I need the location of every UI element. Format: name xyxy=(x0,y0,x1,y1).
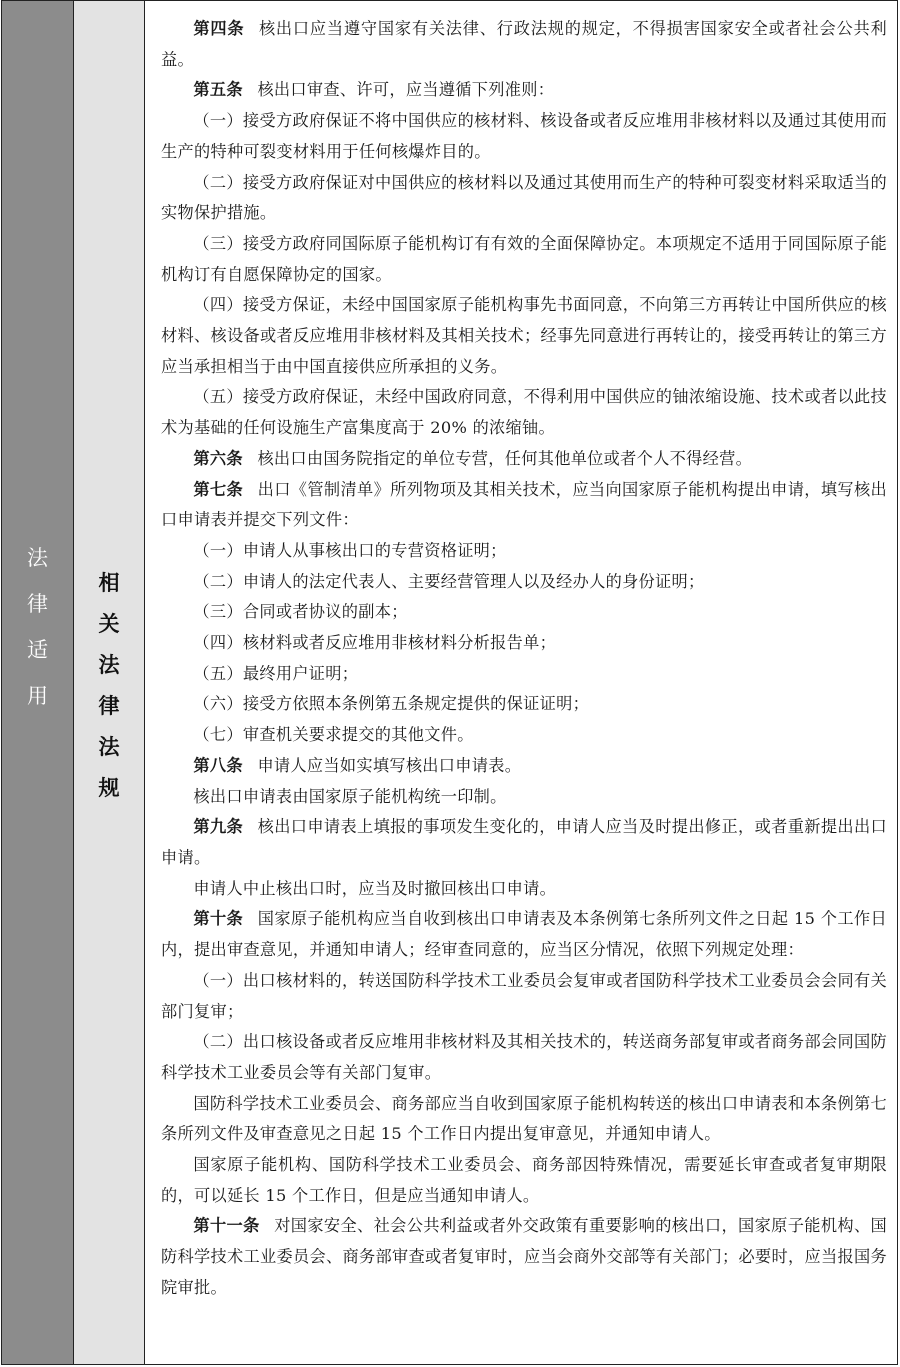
law-text xyxy=(145,1,897,1364)
article-paragraph xyxy=(161,659,887,690)
article-number: 第九条 xyxy=(193,817,244,837)
article-number: 第八条 xyxy=(193,755,243,775)
article-number: 第四条 xyxy=(193,19,245,38)
category-char: 用 xyxy=(27,684,48,708)
article-text: （一）接受方政府保证不将中国供应的核材料、核设备或者反应堆用非核材料以及通过其使用而生产的特种可裂变材料用于任何核爆炸目的。 xyxy=(161,111,887,161)
article-number: 第五条 xyxy=(193,80,243,100)
article-paragraph xyxy=(161,720,887,751)
article-paragraph xyxy=(161,290,887,382)
category-char: 法 xyxy=(27,546,48,570)
article-paragraph xyxy=(161,1027,887,1088)
article-paragraph xyxy=(161,966,887,1027)
subcategory-char: 规 xyxy=(98,776,120,800)
article-text: 国家原子能机构应当自收到核出口申请表及本条例第七条所列文件之日起 15 个工作日内，提出审查意见，并通知申请人；经审查同意的，应当区分情况，依照下列规定处理： xyxy=(161,909,887,960)
article-text: （三）接受方政府同国际原子能机构订有有效的全面保障协定。本项规定不适用于同国际原子能机构订有自愿保障协定的国家。 xyxy=(161,233,887,284)
article-paragraph xyxy=(161,597,887,628)
article-text: （五）接受方政府保证，未经中国政府同意，不得利用中国供应的铀浓缩设施、技术或者以此技术为基础的任何设施生产富集度高于 20% 的浓缩铀。 xyxy=(161,387,887,438)
article-text: 申请人中止核出口时，应当及时撤回核出口申请。 xyxy=(193,878,557,898)
article-text: 核出口应当遵守国家有关法律、行政法规的规定，不得损害国家安全或者社会公共利益。 xyxy=(161,19,887,69)
article-paragraph xyxy=(161,751,887,782)
article-text: 核出口申请表上填报的事项发生变化的，申请人应当及时提出修正，或者重新提出出口申请。 xyxy=(161,817,887,867)
article-paragraph xyxy=(161,689,887,720)
article-paragraph xyxy=(161,1150,887,1211)
article-paragraph xyxy=(161,782,887,813)
category-label xyxy=(2,548,73,732)
article-paragraph xyxy=(161,229,887,290)
article-paragraph xyxy=(161,812,887,873)
article-text: （三）合同或者协议的副本； xyxy=(193,602,408,622)
law-table xyxy=(1,0,898,1365)
article-text: 核出口审查、许可，应当遵循下列准则： xyxy=(257,80,555,100)
article-text: （二）申请人的法定代表人、主要经营管理人以及经办人的身份证明； xyxy=(193,571,705,591)
article-text: 国防科学技术工业委员会、商务部应当自收到国家原子能机构转送的核出口申请表和本条例第七条所列文件及审查意见之日起 15 个工作日内提出复审意见，并通知申请人。 xyxy=(161,1093,887,1144)
article-text: 申请人应当如实填写核出口申请表。 xyxy=(257,755,522,775)
subcategory-char: 律 xyxy=(98,694,120,718)
article-text: （六）接受方依照本条例第五条规定提供的保证证明； xyxy=(193,694,590,714)
subcategory-char: 法 xyxy=(98,653,120,677)
article-paragraph xyxy=(161,904,887,965)
article-text: 出口《管制清单》所列物项及其相关技术，应当向国家原子能机构提出申请，填写核出口申请表并提交下列文件： xyxy=(161,479,887,530)
article-paragraph xyxy=(161,444,887,475)
article-paragraph xyxy=(161,628,887,659)
article-text: （二）出口核设备或者反应堆用非核材料及其相关技术的，转送商务部复审或者商务部会同国防科学技术工业委员会等有关部门复审。 xyxy=(161,1032,887,1082)
subcategory-label xyxy=(74,573,144,819)
article-paragraph xyxy=(161,475,887,536)
category-column xyxy=(2,1,74,1364)
article-paragraph xyxy=(161,567,887,598)
article-text: （一）申请人从事核出口的专营资格证明； xyxy=(193,540,507,560)
article-number: 第十条 xyxy=(193,909,244,929)
article-text: 核出口由国务院指定的单位专营，任何其他单位或者个人不得经营。 xyxy=(257,448,753,468)
article-paragraph xyxy=(161,106,887,167)
subcategory-char: 相 xyxy=(98,571,120,595)
category-char: 适 xyxy=(27,638,48,662)
article-number: 第十一条 xyxy=(193,1216,260,1236)
article-text: （五）最终用户证明； xyxy=(193,663,359,683)
article-paragraph xyxy=(161,382,887,443)
article-text: （四）核材料或者反应堆用非核材料分析报告单； xyxy=(193,633,557,653)
article-paragraph xyxy=(161,536,887,567)
article-paragraph xyxy=(161,1211,887,1303)
article-text: 核出口申请表由国家原子能机构统一印制。 xyxy=(193,786,507,806)
article-text: 对国家安全、社会公共利益或者外交政策有重要影响的核出口，国家原子能机构、国防科学技术工业委员会、商务部审查或者复审时，应当会商外交部等有关部门；必要时，应当报国务院审批。 xyxy=(161,1216,887,1297)
subcategory-column xyxy=(74,1,145,1364)
article-number: 第六条 xyxy=(193,448,243,468)
article-number: 第七条 xyxy=(193,479,244,499)
article-text: （二）接受方政府保证对中国供应的核材料以及通过其使用而生产的特种可裂变材料采取适当的实物保护措施。 xyxy=(161,172,887,223)
article-paragraph xyxy=(161,168,887,229)
article-paragraph xyxy=(161,75,887,106)
article-paragraph xyxy=(161,874,887,905)
article-text: （七）审查机关要求提交的其他文件。 xyxy=(193,725,474,745)
subcategory-char: 关 xyxy=(98,612,120,636)
article-text: （四）接受方保证，未经中国国家原子能机构事先书面同意，不向第三方再转让中国所供应的核材料、核设备或者反应堆用非核材料及其相关技术；经事先同意进行再转让的，接受再转让的第三方应当承担相当于由中国直接供应所承担的义务。 xyxy=(161,295,887,376)
article-text: （一）出口核材料的，转送国防科学技术工业委员会复审或者国防科学技术工业委员会会同有关部门复审； xyxy=(161,970,887,1021)
article-paragraph xyxy=(161,1089,887,1150)
article-text: 国家原子能机构、国防科学技术工业委员会、商务部因特殊情况，需要延长审查或者复审期限的，可以延长 15 个工作日，但是应当通知申请人。 xyxy=(161,1155,887,1205)
subcategory-char: 法 xyxy=(98,735,120,759)
category-char: 律 xyxy=(27,592,48,616)
article-paragraph xyxy=(161,14,887,75)
